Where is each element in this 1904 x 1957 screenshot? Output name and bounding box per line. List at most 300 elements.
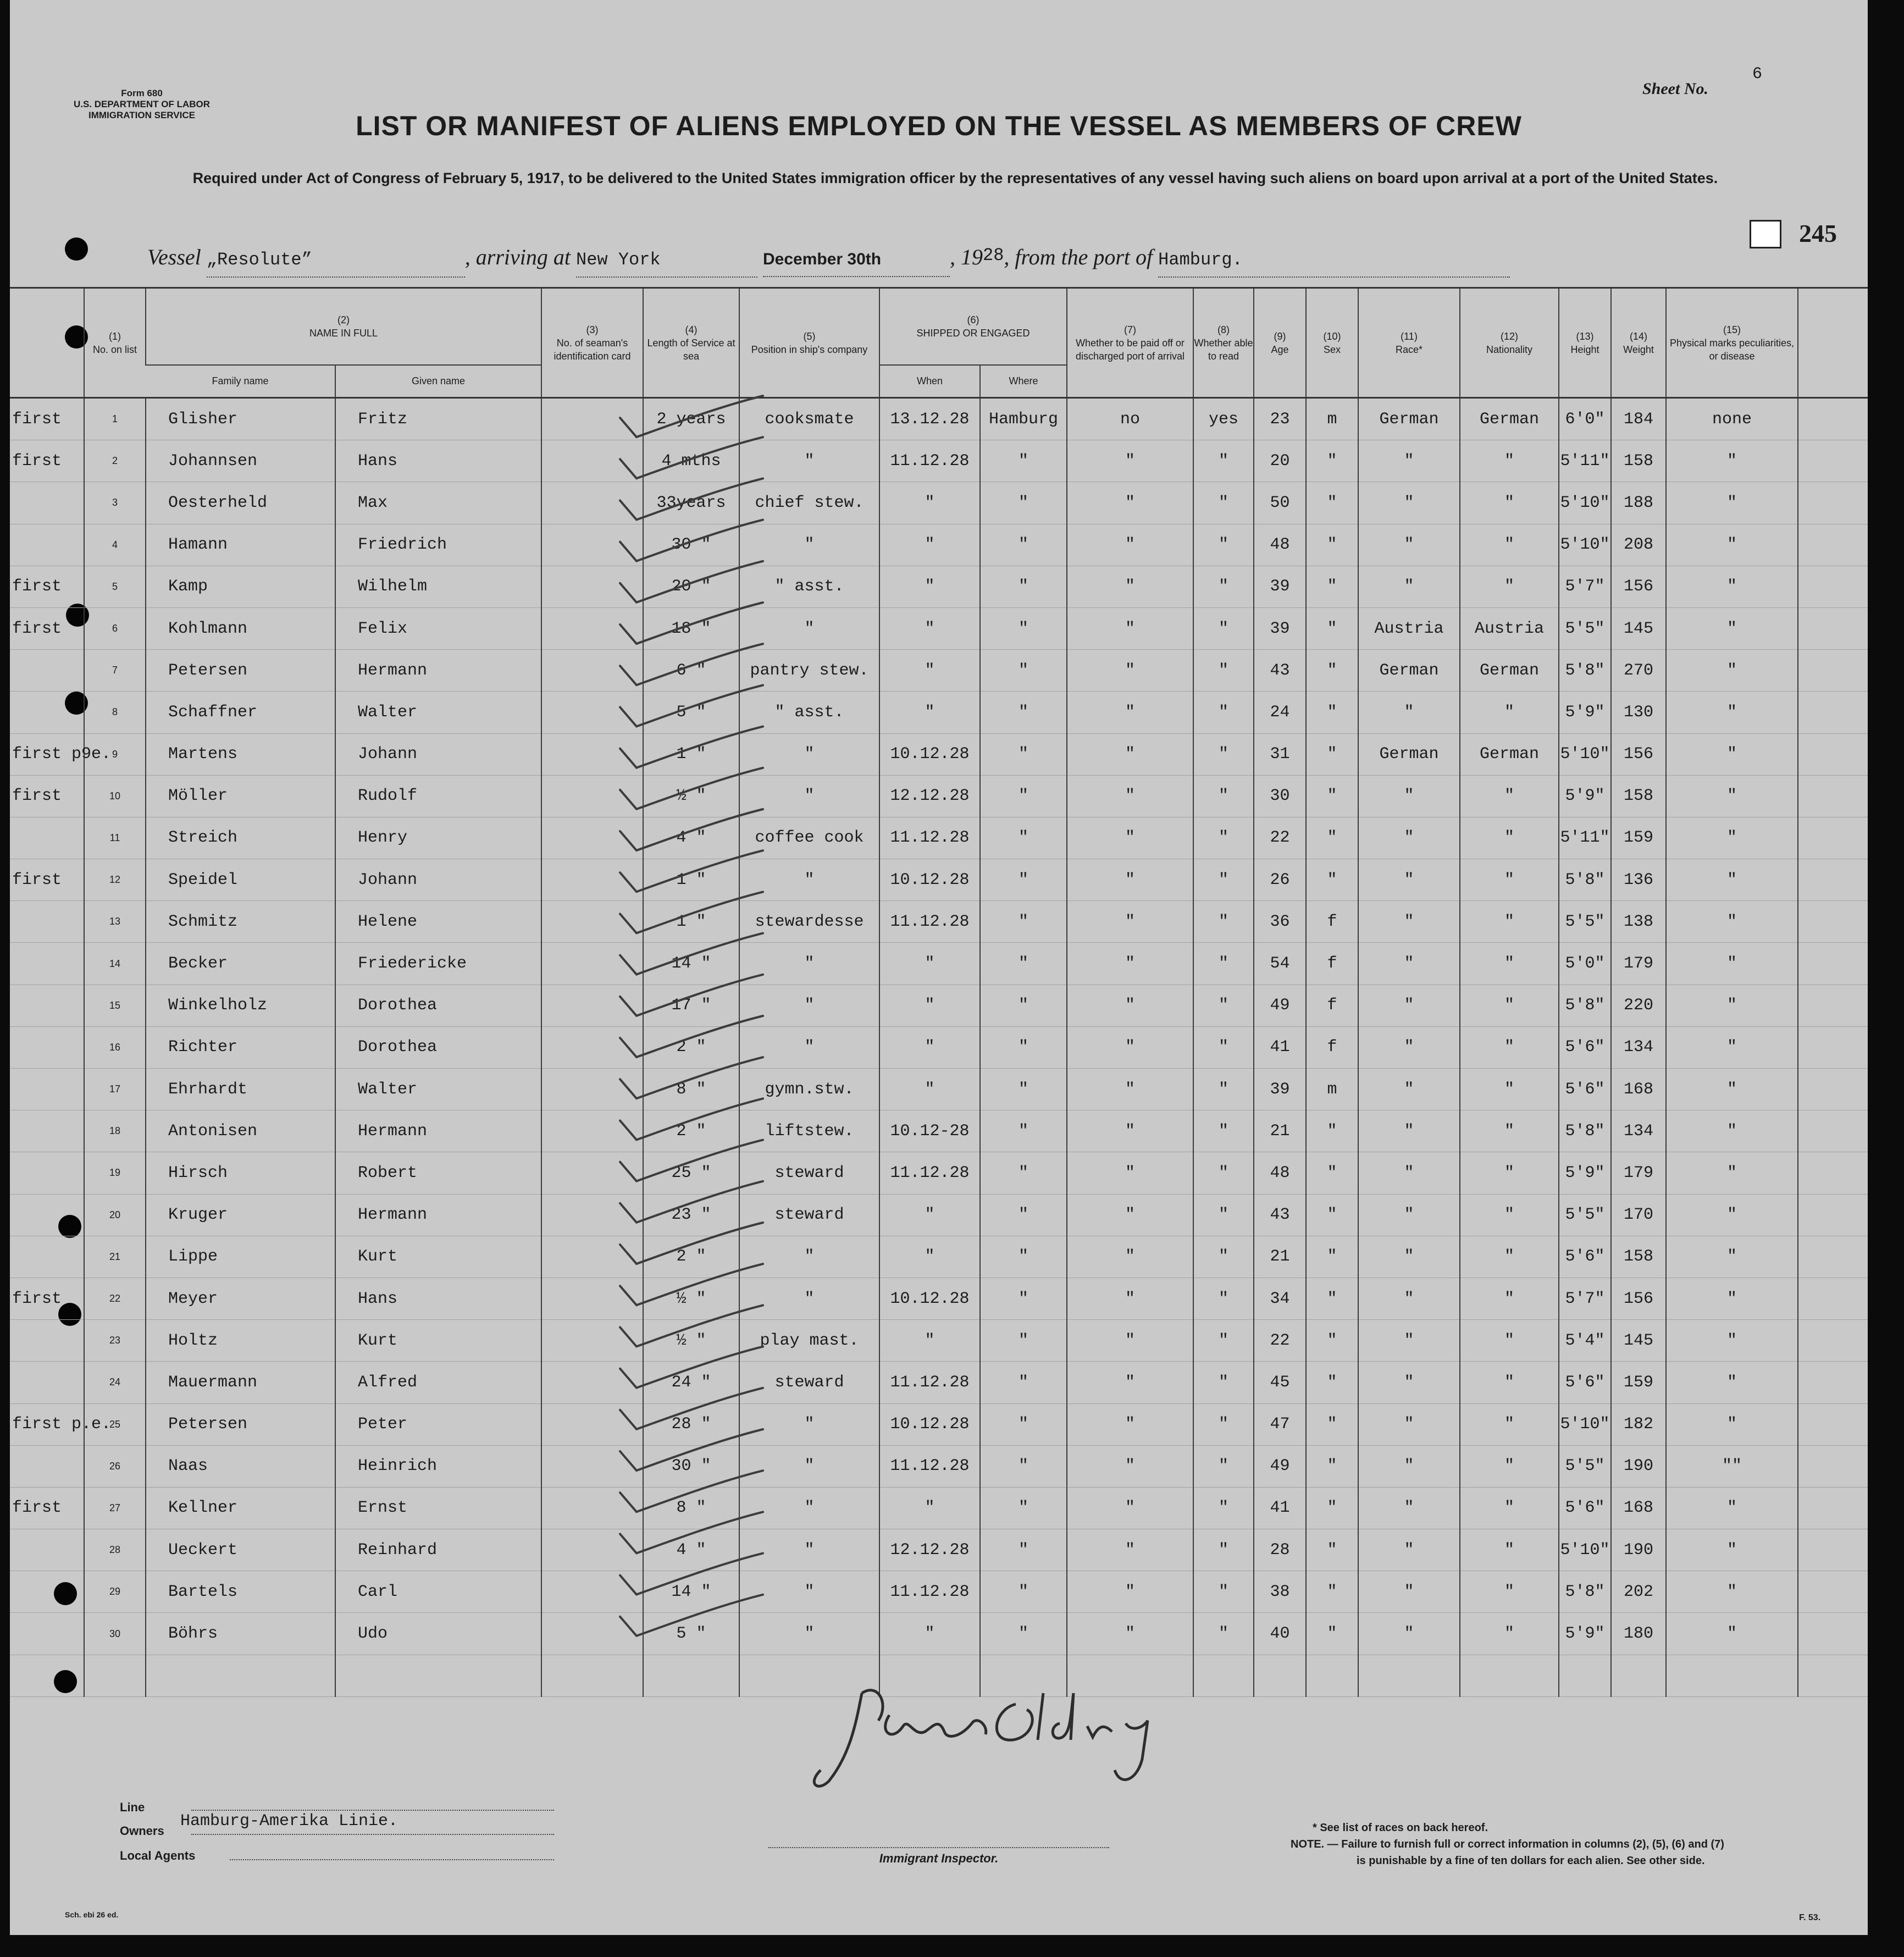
row-note bbox=[10, 985, 84, 1026]
table-row bbox=[10, 1571, 1868, 1613]
shipped-where: " bbox=[980, 692, 1067, 733]
extra bbox=[1798, 650, 1868, 692]
physical-marks: " bbox=[1666, 692, 1798, 733]
table-row bbox=[10, 1362, 1868, 1403]
weight: 134 bbox=[1611, 1110, 1666, 1152]
paid-off: " bbox=[1067, 1445, 1193, 1487]
position: chief stew. bbox=[739, 482, 879, 524]
able-to-read: " bbox=[1193, 482, 1254, 524]
column-header-paid: (7) Whether to be paid off or discharged port of arrival bbox=[1067, 288, 1193, 398]
column-header-read: (8) Whether able to read bbox=[1193, 288, 1254, 398]
service-length: 4 " bbox=[643, 1529, 739, 1571]
physical-marks: " bbox=[1666, 1362, 1798, 1403]
physical-marks: " bbox=[1666, 901, 1798, 943]
given-name: Robert bbox=[335, 1152, 541, 1194]
given-name: Reinhard bbox=[335, 1529, 541, 1571]
race: " bbox=[1358, 775, 1460, 817]
height: 6'0" bbox=[1559, 398, 1611, 440]
sex: " bbox=[1306, 1362, 1358, 1403]
owners-field bbox=[191, 1834, 554, 1835]
able-to-read: " bbox=[1193, 1194, 1254, 1236]
service-length: 8 " bbox=[643, 1487, 739, 1529]
race: " bbox=[1358, 1026, 1460, 1068]
row-note bbox=[10, 1445, 84, 1487]
height: 5'10" bbox=[1559, 1529, 1611, 1571]
physical-marks: " bbox=[1666, 1236, 1798, 1278]
shipped-when: " bbox=[879, 1026, 980, 1068]
column-header-position: (5) Position in ship's company bbox=[739, 288, 879, 398]
shipped-where: " bbox=[980, 650, 1067, 692]
table-row bbox=[10, 1613, 1868, 1655]
height: 5'5" bbox=[1559, 607, 1611, 649]
sex: " bbox=[1306, 1403, 1358, 1445]
age: 43 bbox=[1254, 1194, 1306, 1236]
sex: " bbox=[1306, 1320, 1358, 1362]
able-to-read: " bbox=[1193, 1487, 1254, 1529]
shipped-where: " bbox=[980, 482, 1067, 524]
row-note: first p.e. bbox=[10, 1403, 84, 1445]
paid-off: " bbox=[1067, 775, 1193, 817]
position: " bbox=[739, 1613, 879, 1655]
row-number: 14 bbox=[84, 943, 146, 985]
row-number: 19 bbox=[84, 1152, 146, 1194]
nationality: " bbox=[1460, 775, 1559, 817]
table-row bbox=[10, 859, 1868, 901]
sex: " bbox=[1306, 1529, 1358, 1571]
row-number: 5 bbox=[84, 566, 146, 607]
given-name: Johann bbox=[335, 733, 541, 775]
local-agents-field bbox=[230, 1859, 554, 1860]
paid-off: " bbox=[1067, 1403, 1193, 1445]
race: Austria bbox=[1358, 607, 1460, 649]
height: 5'8" bbox=[1559, 985, 1611, 1026]
shipped-where: " bbox=[980, 985, 1067, 1026]
given-name: Walter bbox=[335, 1069, 541, 1110]
table-row bbox=[10, 398, 1868, 440]
shipped-when: " bbox=[879, 650, 980, 692]
able-to-read: " bbox=[1193, 1403, 1254, 1445]
row-note bbox=[10, 692, 84, 733]
check-mark bbox=[620, 1595, 763, 1636]
extra bbox=[1798, 1487, 1868, 1529]
family-name: Böhrs bbox=[146, 1613, 335, 1655]
check-mark bbox=[620, 1429, 763, 1470]
sex: " bbox=[1306, 1194, 1358, 1236]
check-mark bbox=[620, 768, 763, 809]
row-number: 28 bbox=[84, 1529, 146, 1571]
paid-off: " bbox=[1067, 1320, 1193, 1362]
shipped-when: " bbox=[879, 524, 980, 566]
shipped-where: " bbox=[980, 733, 1067, 775]
family-name: Johannsen bbox=[146, 440, 335, 482]
service-length: ½ " bbox=[643, 775, 739, 817]
row-number: 9 bbox=[84, 733, 146, 775]
crew-table bbox=[10, 287, 1868, 1697]
row-note bbox=[10, 901, 84, 943]
physical-marks: " bbox=[1666, 1026, 1798, 1068]
table-row bbox=[10, 985, 1868, 1026]
position: pantry stew. bbox=[739, 650, 879, 692]
row-number: 29 bbox=[84, 1571, 146, 1613]
nationality: " bbox=[1460, 1571, 1559, 1613]
weight: 145 bbox=[1611, 1320, 1666, 1362]
row-note bbox=[10, 524, 84, 566]
check-mark bbox=[620, 809, 763, 850]
weight: 156 bbox=[1611, 733, 1666, 775]
service-length: 28 " bbox=[643, 1403, 739, 1445]
column-header-card: (3) No. of seaman's identification card bbox=[541, 288, 643, 398]
position: steward bbox=[739, 1152, 879, 1194]
shipped-when: " bbox=[879, 1320, 980, 1362]
physical-marks: " bbox=[1666, 1403, 1798, 1445]
shipped-when: 13.12.28 bbox=[879, 398, 980, 440]
physical-marks: " bbox=[1666, 440, 1798, 482]
shipped-when: 10.12.28 bbox=[879, 733, 980, 775]
physical-marks: " bbox=[1666, 1487, 1798, 1529]
able-to-read: " bbox=[1193, 859, 1254, 901]
paid-off: " bbox=[1067, 692, 1193, 733]
nationality: " bbox=[1460, 1110, 1559, 1152]
physical-marks: " bbox=[1666, 1278, 1798, 1319]
nationality: " bbox=[1460, 1320, 1559, 1362]
physical-marks: " bbox=[1666, 775, 1798, 817]
manifest-sheet bbox=[10, 0, 1868, 1935]
weight: 208 bbox=[1611, 524, 1666, 566]
height: 5'5" bbox=[1559, 1194, 1611, 1236]
extra bbox=[1798, 692, 1868, 733]
race: " bbox=[1358, 1069, 1460, 1110]
check-mark bbox=[620, 892, 763, 933]
paid-off: " bbox=[1067, 650, 1193, 692]
able-to-read: " bbox=[1193, 1026, 1254, 1068]
service-length: 14 " bbox=[643, 943, 739, 985]
table-row bbox=[10, 733, 1868, 775]
nationality: " bbox=[1460, 1487, 1559, 1529]
race: " bbox=[1358, 1529, 1460, 1571]
row-note bbox=[10, 1194, 84, 1236]
owners-value: Hamburg-Amerika Linie. bbox=[180, 1812, 398, 1831]
extra bbox=[1798, 859, 1868, 901]
given-name: Dorothea bbox=[335, 1026, 541, 1068]
nationality: " bbox=[1460, 1613, 1559, 1655]
row-note bbox=[10, 650, 84, 692]
departure-port: Hamburg. bbox=[1158, 244, 1510, 278]
service-length: 20 " bbox=[643, 566, 739, 607]
empty-cell bbox=[10, 1655, 84, 1696]
service-length: 1 " bbox=[643, 859, 739, 901]
row-number: 3 bbox=[84, 482, 146, 524]
form-service: IMMIGRATION SERVICE bbox=[88, 110, 195, 120]
weight: 145 bbox=[1611, 607, 1666, 649]
extra bbox=[1798, 1529, 1868, 1571]
family-name: Holtz bbox=[146, 1320, 335, 1362]
sex: " bbox=[1306, 482, 1358, 524]
row-number: 6 bbox=[84, 607, 146, 649]
check-mark bbox=[620, 520, 763, 561]
race: " bbox=[1358, 817, 1460, 859]
position: " bbox=[739, 440, 879, 482]
weight: 184 bbox=[1611, 398, 1666, 440]
service-length: 2 " bbox=[643, 1110, 739, 1152]
height: 5'11" bbox=[1559, 817, 1611, 859]
able-to-read: " bbox=[1193, 901, 1254, 943]
paid-off: " bbox=[1067, 943, 1193, 985]
nationality: " bbox=[1460, 1026, 1559, 1068]
age: 38 bbox=[1254, 1571, 1306, 1613]
age: 39 bbox=[1254, 566, 1306, 607]
race: " bbox=[1358, 1613, 1460, 1655]
physical-marks: " bbox=[1666, 1152, 1798, 1194]
extra bbox=[1798, 775, 1868, 817]
tally-marks bbox=[582, 407, 790, 1726]
shipped-where: " bbox=[980, 440, 1067, 482]
column-header-family: Family name bbox=[146, 365, 335, 398]
table-row bbox=[10, 1445, 1868, 1487]
able-to-read: " bbox=[1193, 1110, 1254, 1152]
nationality: " bbox=[1460, 566, 1559, 607]
given-name: Rudolf bbox=[335, 775, 541, 817]
paid-off: " bbox=[1067, 1613, 1193, 1655]
position: " bbox=[739, 1026, 879, 1068]
extra bbox=[1798, 1278, 1868, 1319]
sex: " bbox=[1306, 1571, 1358, 1613]
shipped-when: " bbox=[879, 1194, 980, 1236]
height: 5'11" bbox=[1559, 440, 1611, 482]
age: 49 bbox=[1254, 1445, 1306, 1487]
row-number: 17 bbox=[84, 1069, 146, 1110]
paid-off: " bbox=[1067, 1278, 1193, 1319]
empty-cell bbox=[1358, 1655, 1460, 1696]
races-note: * See list of races on back hereof. bbox=[1313, 1822, 1488, 1834]
position: " bbox=[739, 1529, 879, 1571]
table-row bbox=[10, 1194, 1868, 1236]
weight: 158 bbox=[1611, 775, 1666, 817]
check-mark bbox=[620, 644, 763, 685]
line-field bbox=[191, 1810, 554, 1811]
shipped-where: " bbox=[980, 1320, 1067, 1362]
shipped-when: " bbox=[879, 985, 980, 1026]
arrival-date: December 30th bbox=[763, 243, 950, 277]
position: cooksmate bbox=[739, 398, 879, 440]
empty-cell bbox=[146, 1655, 335, 1696]
sex: m bbox=[1306, 1069, 1358, 1110]
paid-off: " bbox=[1067, 1152, 1193, 1194]
extra bbox=[1798, 901, 1868, 943]
shipped-when: 10.12.28 bbox=[879, 859, 980, 901]
given-name: Hermann bbox=[335, 1110, 541, 1152]
given-name: Kurt bbox=[335, 1320, 541, 1362]
family-name: Kamp bbox=[146, 566, 335, 607]
service-length: 14 " bbox=[643, 1571, 739, 1613]
race: " bbox=[1358, 1152, 1460, 1194]
table-row bbox=[10, 566, 1868, 607]
column-header-note bbox=[10, 288, 84, 398]
paid-off: " bbox=[1067, 985, 1193, 1026]
height: 5'10" bbox=[1559, 482, 1611, 524]
sex: f bbox=[1306, 943, 1358, 985]
row-number: 24 bbox=[84, 1362, 146, 1403]
given-name: Hermann bbox=[335, 1194, 541, 1236]
nationality: " bbox=[1460, 692, 1559, 733]
column-header-service: (4) Length of Service at sea bbox=[643, 288, 739, 398]
table-row bbox=[10, 440, 1868, 482]
paid-off: " bbox=[1067, 901, 1193, 943]
position: " bbox=[739, 607, 879, 649]
sex: " bbox=[1306, 440, 1358, 482]
nationality: " bbox=[1460, 1403, 1559, 1445]
weight: 190 bbox=[1611, 1529, 1666, 1571]
check-mark bbox=[620, 933, 763, 975]
table-row bbox=[10, 775, 1868, 817]
shipped-where: " bbox=[980, 607, 1067, 649]
height: 5'5" bbox=[1559, 901, 1611, 943]
age: 21 bbox=[1254, 1110, 1306, 1152]
family-name: Hamann bbox=[146, 524, 335, 566]
row-number: 4 bbox=[84, 524, 146, 566]
column-header-shipped: (6) SHIPPED OR ENGAGED bbox=[879, 288, 1067, 365]
age: 41 bbox=[1254, 1026, 1306, 1068]
physical-marks: " bbox=[1666, 1069, 1798, 1110]
nationality: " bbox=[1460, 1445, 1559, 1487]
shipped-where: " bbox=[980, 1026, 1067, 1068]
signature-text: John Oldery bbox=[1016, 1796, 1021, 1797]
height: 5'9" bbox=[1559, 692, 1611, 733]
shipped-where: " bbox=[980, 943, 1067, 985]
position: " bbox=[739, 733, 879, 775]
given-name: Johann bbox=[335, 859, 541, 901]
height: 5'7" bbox=[1559, 1278, 1611, 1319]
row-note: first p9e. bbox=[10, 733, 84, 775]
shipped-where: " bbox=[980, 524, 1067, 566]
row-number: 26 bbox=[84, 1445, 146, 1487]
position: " bbox=[739, 524, 879, 566]
age: 31 bbox=[1254, 733, 1306, 775]
row-note bbox=[10, 943, 84, 985]
table-row bbox=[10, 817, 1868, 859]
row-note bbox=[10, 1026, 84, 1068]
able-to-read: " bbox=[1193, 1571, 1254, 1613]
row-number: 20 bbox=[84, 1194, 146, 1236]
shipped-where: " bbox=[980, 1445, 1067, 1487]
sex: f bbox=[1306, 985, 1358, 1026]
physical-marks: " bbox=[1666, 482, 1798, 524]
height: 5'10" bbox=[1559, 524, 1611, 566]
height: 5'5" bbox=[1559, 1445, 1611, 1487]
extra bbox=[1798, 440, 1868, 482]
shipped-where: " bbox=[980, 901, 1067, 943]
family-name: Martens bbox=[146, 733, 335, 775]
paid-off: " bbox=[1067, 1110, 1193, 1152]
race: " bbox=[1358, 1320, 1460, 1362]
nationality: German bbox=[1460, 398, 1559, 440]
sex: " bbox=[1306, 1487, 1358, 1529]
able-to-read: yes bbox=[1193, 398, 1254, 440]
row-number: 30 bbox=[84, 1613, 146, 1655]
service-length: 2 " bbox=[643, 1236, 739, 1278]
punch-hole bbox=[65, 237, 88, 261]
column-header-height: (13) Height bbox=[1559, 288, 1611, 398]
given-name: Hans bbox=[335, 1278, 541, 1319]
service-length: 1 " bbox=[643, 901, 739, 943]
weight: 188 bbox=[1611, 482, 1666, 524]
race: " bbox=[1358, 985, 1460, 1026]
shipped-when: " bbox=[879, 943, 980, 985]
table-row bbox=[10, 482, 1868, 524]
race: " bbox=[1358, 524, 1460, 566]
form-number: Form 680 bbox=[121, 88, 163, 98]
service-length: 25 " bbox=[643, 1152, 739, 1194]
sex: " bbox=[1306, 859, 1358, 901]
height: 5'9" bbox=[1559, 1152, 1611, 1194]
empty-cell bbox=[1306, 1655, 1358, 1696]
empty-cell bbox=[1460, 1655, 1559, 1696]
nationality: " bbox=[1460, 1236, 1559, 1278]
weight: 180 bbox=[1611, 1613, 1666, 1655]
table-row bbox=[10, 1236, 1868, 1278]
weight: 270 bbox=[1611, 650, 1666, 692]
empty-cell bbox=[84, 1655, 146, 1696]
check-mark bbox=[620, 602, 763, 644]
row-number: 7 bbox=[84, 650, 146, 692]
service-length: 33years bbox=[643, 482, 739, 524]
paid-off: " bbox=[1067, 607, 1193, 649]
column-header-name: (2) NAME IN FULL bbox=[146, 288, 541, 365]
service-length: 2 years bbox=[643, 398, 739, 440]
extra bbox=[1798, 566, 1868, 607]
race: " bbox=[1358, 692, 1460, 733]
shipped-where: Hamburg bbox=[980, 398, 1067, 440]
service-length: ½ " bbox=[643, 1320, 739, 1362]
age: 49 bbox=[1254, 985, 1306, 1026]
row-note bbox=[10, 1571, 84, 1613]
weight: 159 bbox=[1611, 1362, 1666, 1403]
physical-marks: " bbox=[1666, 817, 1798, 859]
row-number: 18 bbox=[84, 1110, 146, 1152]
height: 5'9" bbox=[1559, 1613, 1611, 1655]
age: 21 bbox=[1254, 1236, 1306, 1278]
race: " bbox=[1358, 1445, 1460, 1487]
row-note: first bbox=[10, 1278, 84, 1319]
physical-marks: " bbox=[1666, 1613, 1798, 1655]
able-to-read: " bbox=[1193, 440, 1254, 482]
footer-notes bbox=[1291, 1820, 1724, 1869]
sex: " bbox=[1306, 607, 1358, 649]
position: steward bbox=[739, 1194, 879, 1236]
race: " bbox=[1358, 1278, 1460, 1319]
race: " bbox=[1358, 482, 1460, 524]
row-number: 25 bbox=[84, 1403, 146, 1445]
sex: " bbox=[1306, 650, 1358, 692]
height: 5'0" bbox=[1559, 943, 1611, 985]
column-header-marks: (15) Physical marks peculiarities, or disease bbox=[1666, 288, 1798, 398]
shipped-where: " bbox=[980, 1529, 1067, 1571]
weight: 182 bbox=[1611, 1403, 1666, 1445]
race: German bbox=[1358, 650, 1460, 692]
family-name: Ueckert bbox=[146, 1529, 335, 1571]
weight: 156 bbox=[1611, 566, 1666, 607]
column-header-nationality: (12) Nationality bbox=[1460, 288, 1559, 398]
physical-marks: " bbox=[1666, 1529, 1798, 1571]
position: stewardesse bbox=[739, 901, 879, 943]
sex: " bbox=[1306, 524, 1358, 566]
sex: f bbox=[1306, 901, 1358, 943]
paid-off: " bbox=[1067, 1487, 1193, 1529]
row-number: 27 bbox=[84, 1487, 146, 1529]
age: 39 bbox=[1254, 1069, 1306, 1110]
extra bbox=[1798, 1236, 1868, 1278]
position: " bbox=[739, 1236, 879, 1278]
race: German bbox=[1358, 398, 1460, 440]
